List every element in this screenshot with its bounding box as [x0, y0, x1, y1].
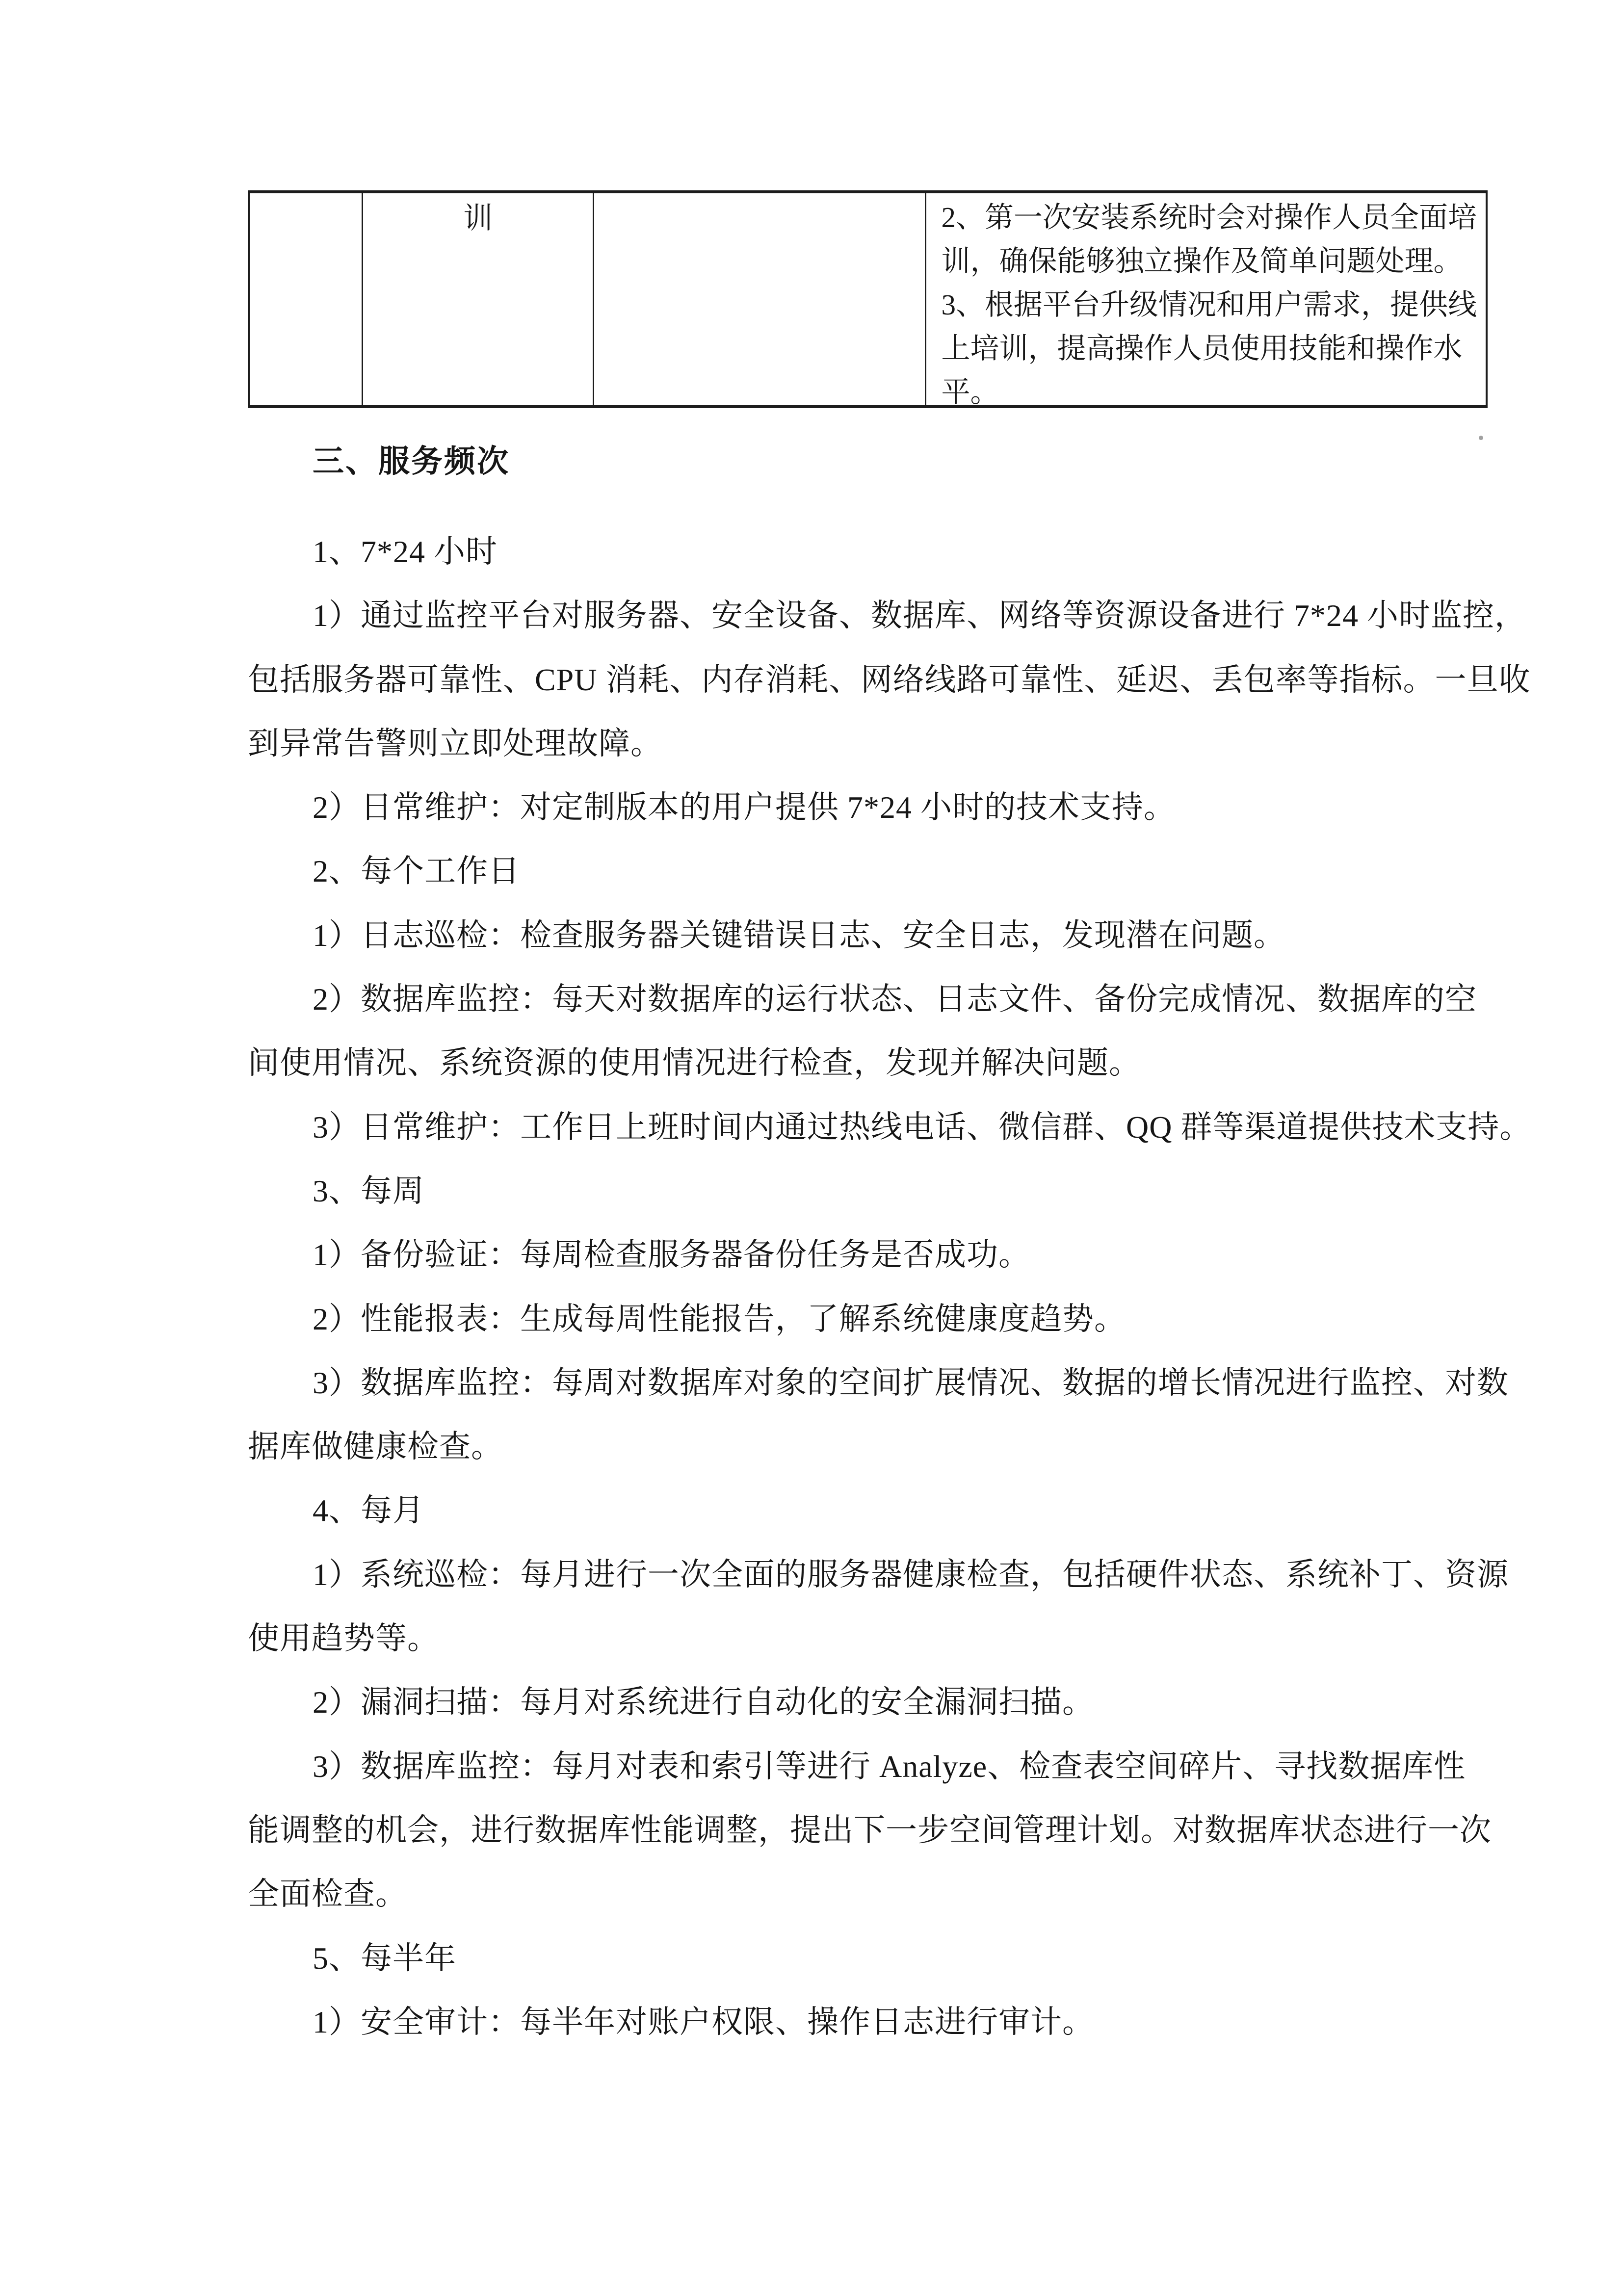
- text-line: 3）日常维护：工作日上班时间内通过热线电话、微信群、QQ 群等渠道提供技术支持。: [313, 1109, 1532, 1145]
- body-lines: [248, 534, 1533, 2068]
- text-line: 能调整的机会，进行数据库性能调整，提出下一步空间管理计划。对数据库状态进行一次: [248, 1812, 1492, 1848]
- scan-noise-speck: [1479, 436, 1483, 440]
- maintenance-table: [248, 190, 1488, 408]
- table-desc-line: 上培训，提高操作人员使用技能和操作水: [941, 332, 1463, 365]
- text-line: 3）数据库监控：每月对表和索引等进行 Analyze、检查表空间碎片、寻找数据库性: [313, 1748, 1466, 1784]
- text-line: 包括服务器可靠性、CPU 消耗、内存消耗、网络线路可靠性、延迟、丢包率等指标。一旦收: [248, 662, 1531, 697]
- text-line: 2、每个工作日: [313, 854, 520, 889]
- text-line: 2）性能报表：生成每周性能报告，了解系统健康度趋势。: [313, 1301, 1126, 1336]
- section-heading: 三、服务频次: [313, 444, 510, 479]
- text-line: 间使用情况、系统资源的使用情况进行检查，发现并解决问题。: [248, 1045, 1141, 1081]
- text-line: 4、每月: [313, 1493, 424, 1528]
- text-line: 到异常告警则立即处理故障。: [248, 726, 662, 761]
- table-desc-line: 2、第一次安装系统时会对操作人员全面培: [941, 201, 1477, 234]
- text-line: 全面检查。: [248, 1877, 407, 1912]
- text-line: 2）数据库监控：每天对数据库的运行状态、日志文件、备份完成情况、数据库的空: [313, 982, 1477, 1017]
- text-line: 1、7*24 小时: [313, 534, 498, 569]
- text-line: 3、每周: [313, 1173, 424, 1208]
- text-line: 1）安全审计：每半年对账户权限、操作日志进行审计。: [313, 2004, 1094, 2039]
- table-desc-line: 平。: [941, 376, 999, 408]
- text-line: 据库做健康检查。: [248, 1429, 503, 1464]
- table-desc-line: 3、根据平台升级情况和用户需求，提供线: [941, 288, 1477, 321]
- text-line: 1）通过监控平台对服务器、安全设备、数据库、网络等资源设备进行 7*24 小时监控，: [313, 598, 1526, 633]
- table-cell-seq: [250, 193, 362, 405]
- text-line: 1）备份验证：每周检查服务器备份任务是否成功。: [313, 1237, 1030, 1273]
- table-cell-item: 训: [362, 193, 593, 405]
- text-line: 2）漏洞扫描：每月对系统进行自动化的安全漏洞扫描。: [313, 1685, 1094, 1720]
- text-line: 1）系统巡检：每月进行一次全面的服务器健康检查，包括硬件状态、系统补丁、资源: [313, 1557, 1509, 1592]
- text-line: 3）数据库监控：每周对数据库对象的空间扩展情况、数据的增长情况进行监控、对数: [313, 1365, 1509, 1400]
- table-desc-line: 训，确保能够独立操作及简单问题处理。: [941, 245, 1463, 277]
- text-line: 1）日志巡检：检查服务器关键错误日志、安全日志，发现潜在问题。: [313, 917, 1285, 953]
- text-line: 5、每半年: [313, 1940, 456, 1976]
- table-cell-mid: [593, 193, 925, 405]
- text-line: 使用趋势等。: [248, 1621, 439, 1656]
- table-cell-description: [925, 193, 1486, 408]
- text-line: 2）日常维护：对定制版本的用户提供 7*24 小时的技术支持。: [313, 790, 1176, 825]
